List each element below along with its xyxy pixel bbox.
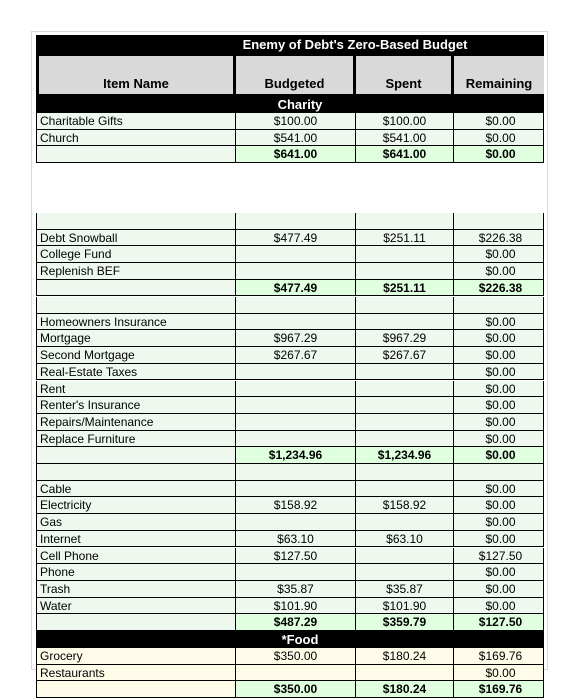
item-name-cell: College Fund <box>36 246 236 263</box>
total-remaining-cell: $226.38 <box>454 280 544 297</box>
separator-cell <box>356 213 454 230</box>
section-separator-row <box>36 213 544 230</box>
budgeted-cell <box>236 364 356 381</box>
section-separator-row <box>36 464 544 481</box>
budgeted-cell <box>236 481 356 498</box>
remaining-cell: $0.00 <box>454 581 544 598</box>
remaining-cell: $0.00 <box>454 564 544 581</box>
remaining-cell: $0.00 <box>454 263 544 280</box>
spent-cell: $35.87 <box>356 581 454 598</box>
separator-cell <box>36 297 236 314</box>
total-budgeted-cell: $1,234.96 <box>236 447 356 464</box>
total-label-cell <box>36 614 236 631</box>
remaining-cell: $0.00 <box>454 598 544 615</box>
separator-cell <box>454 297 544 314</box>
total-label-cell <box>36 681 236 698</box>
table-row <box>36 431 544 448</box>
section-separator-row <box>36 297 544 314</box>
spent-cell <box>356 548 454 565</box>
item-name-cell: Second Mortgage <box>36 347 236 364</box>
spent-cell: $967.29 <box>356 330 454 347</box>
item-name-cell: Replace Furniture <box>36 431 236 448</box>
total-budgeted-cell: $641.00 <box>236 146 356 163</box>
table-row <box>36 564 544 581</box>
budgeted-cell <box>236 514 356 531</box>
remaining-cell: $0.00 <box>454 314 544 331</box>
budget-table <box>36 35 544 697</box>
table-row <box>36 314 544 331</box>
budgeted-cell <box>236 431 356 448</box>
remaining-cell: $0.00 <box>454 431 544 448</box>
column-header-spent: Spent <box>356 56 451 94</box>
table-row <box>36 648 544 665</box>
budgeted-cell <box>236 665 356 682</box>
total-spent-cell: $180.24 <box>356 681 454 698</box>
budgeted-cell: $35.87 <box>236 581 356 598</box>
budgeted-cell <box>236 414 356 431</box>
item-name-cell: Church <box>36 130 236 147</box>
table-row <box>36 246 544 263</box>
item-name-cell: Grocery <box>36 648 236 665</box>
item-name-cell: Water <box>36 598 236 615</box>
table-row <box>36 397 544 414</box>
total-remaining-cell: $169.76 <box>454 681 544 698</box>
section-total-row <box>36 614 544 631</box>
budgeted-cell: $267.67 <box>236 347 356 364</box>
spent-cell <box>356 414 454 431</box>
total-remaining-cell: $0.00 <box>454 146 544 163</box>
spent-cell <box>356 665 454 682</box>
budgeted-cell: $967.29 <box>236 330 356 347</box>
remaining-cell: $169.76 <box>454 648 544 665</box>
table-row <box>36 330 544 347</box>
budgeted-cell: $158.92 <box>236 497 356 514</box>
section-header <box>36 96 544 113</box>
item-name-cell: Rent <box>36 381 236 398</box>
spent-cell <box>356 263 454 280</box>
remaining-cell: $0.00 <box>454 347 544 364</box>
section-total-row <box>36 146 544 163</box>
separator-cell <box>236 213 356 230</box>
remaining-cell: $0.00 <box>454 381 544 398</box>
total-spent-cell: $1,234.96 <box>356 447 454 464</box>
column-header-budgeted: Budgeted <box>236 56 353 94</box>
budgeted-cell <box>236 314 356 331</box>
total-budgeted-cell: $487.29 <box>236 614 356 631</box>
item-name-cell: Gas <box>36 514 236 531</box>
table-row <box>36 665 544 682</box>
total-remaining-cell: $127.50 <box>454 614 544 631</box>
item-name-cell: Replenish BEF <box>36 263 236 280</box>
separator-cell <box>356 464 454 481</box>
item-name-cell: Repairs/Maintenance <box>36 414 236 431</box>
separator-cell <box>236 297 356 314</box>
item-name-cell: Homeowners Insurance <box>36 314 236 331</box>
remaining-cell: $127.50 <box>454 548 544 565</box>
budgeted-cell: $101.90 <box>236 598 356 615</box>
section-header-label: Charity <box>277 97 323 112</box>
spent-cell <box>356 364 454 381</box>
budgeted-cell: $63.10 <box>236 531 356 548</box>
table-row <box>36 548 544 565</box>
total-spent-cell: $359.79 <box>356 614 454 631</box>
separator-cell <box>454 213 544 230</box>
remaining-cell: $0.00 <box>454 130 544 147</box>
budgeted-cell: $477.49 <box>236 230 356 247</box>
section-total-row <box>36 447 544 464</box>
table-row <box>36 531 544 548</box>
section-total-row <box>36 681 544 698</box>
spent-cell <box>356 481 454 498</box>
total-label-cell <box>36 447 236 464</box>
remaining-cell: $0.00 <box>454 531 544 548</box>
budgeted-cell: $127.50 <box>236 548 356 565</box>
item-name-cell: Trash <box>36 581 236 598</box>
remaining-cell: $0.00 <box>454 397 544 414</box>
table-row <box>36 414 544 431</box>
budgeted-cell <box>236 381 356 398</box>
budgeted-cell <box>236 564 356 581</box>
remaining-cell: $0.00 <box>454 246 544 263</box>
spent-cell <box>356 314 454 331</box>
section-total-row <box>36 280 544 297</box>
spent-cell: $267.67 <box>356 347 454 364</box>
remaining-cell: $0.00 <box>454 113 544 130</box>
item-name-cell: Real-Estate Taxes <box>36 364 236 381</box>
table-row <box>36 364 544 381</box>
item-name-cell: Electricity <box>36 497 236 514</box>
budgeted-cell: $541.00 <box>236 130 356 147</box>
separator-cell <box>236 464 356 481</box>
spent-cell: $100.00 <box>356 113 454 130</box>
item-name-cell: Cable <box>36 481 236 498</box>
item-name-cell: Charitable Gifts <box>36 113 236 130</box>
item-name-cell: Phone <box>36 564 236 581</box>
table-row <box>36 263 544 280</box>
spent-cell: $158.92 <box>356 497 454 514</box>
table-row <box>36 347 544 364</box>
budgeted-cell <box>236 397 356 414</box>
spent-cell <box>356 514 454 531</box>
spent-cell: $541.00 <box>356 130 454 147</box>
budget-sheet <box>31 31 548 697</box>
item-name-cell: Renter's Insurance <box>36 397 236 414</box>
spent-cell: $101.90 <box>356 598 454 615</box>
sheet-title: Enemy of Debt's Zero-Based Budget <box>36 35 544 54</box>
total-spent-cell: $641.00 <box>356 146 454 163</box>
remaining-cell: $226.38 <box>454 230 544 247</box>
separator-cell <box>454 464 544 481</box>
total-label-cell <box>36 280 236 297</box>
total-budgeted-cell: $477.49 <box>236 280 356 297</box>
column-header-item-name: Item Name <box>39 56 233 94</box>
table-row <box>36 514 544 531</box>
separator-cell <box>36 213 236 230</box>
spent-cell <box>356 431 454 448</box>
table-row <box>36 481 544 498</box>
budgeted-cell: $100.00 <box>236 113 356 130</box>
section-header-label: *Food <box>281 632 319 647</box>
table-row <box>36 598 544 615</box>
spent-cell <box>356 564 454 581</box>
separator-cell <box>356 297 454 314</box>
total-remaining-cell: $0.00 <box>454 447 544 464</box>
remaining-cell: $0.00 <box>454 481 544 498</box>
remaining-cell: $0.00 <box>454 514 544 531</box>
total-spent-cell: $251.11 <box>356 280 454 297</box>
item-name-cell: Debt Snowball <box>36 230 236 247</box>
section-header <box>36 631 544 648</box>
table-row <box>36 113 544 130</box>
table-row <box>36 581 544 598</box>
item-name-cell: Internet <box>36 531 236 548</box>
spent-cell: $180.24 <box>356 648 454 665</box>
spent-cell <box>356 397 454 414</box>
column-header-remaining: Remaining <box>454 56 544 94</box>
item-name-cell: Cell Phone <box>36 548 236 565</box>
remaining-cell: $0.00 <box>454 497 544 514</box>
item-name-cell: Restaurants <box>36 665 236 682</box>
total-label-cell <box>36 146 236 163</box>
budgeted-cell <box>236 263 356 280</box>
remaining-cell: $0.00 <box>454 364 544 381</box>
table-row <box>36 381 544 398</box>
budgeted-cell <box>236 246 356 263</box>
separator-cell <box>36 464 236 481</box>
budgeted-cell: $350.00 <box>236 648 356 665</box>
item-name-cell: Mortgage <box>36 330 236 347</box>
spent-cell: $63.10 <box>356 531 454 548</box>
spent-cell <box>356 246 454 263</box>
total-budgeted-cell: $350.00 <box>236 681 356 698</box>
column-header-row <box>36 54 544 96</box>
remaining-cell: $0.00 <box>454 665 544 682</box>
remaining-cell: $0.00 <box>454 414 544 431</box>
remaining-cell: $0.00 <box>454 330 544 347</box>
spent-cell: $251.11 <box>356 230 454 247</box>
table-row <box>36 230 544 247</box>
table-row <box>36 130 544 147</box>
spent-cell <box>356 381 454 398</box>
table-row <box>36 497 544 514</box>
